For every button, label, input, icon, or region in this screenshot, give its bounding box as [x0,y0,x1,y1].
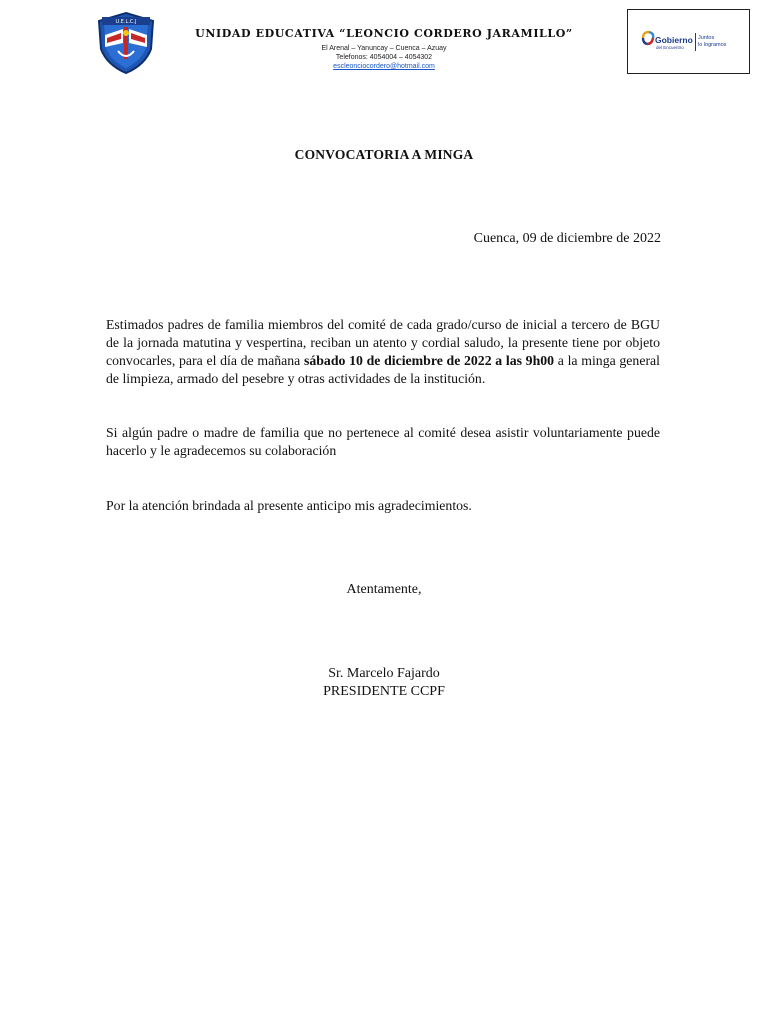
school-address: El Arenal – Yanuncay – Cuenca – Azuay [321,45,447,52]
paragraph-thanks: Por la atención brindada al presente anticipo mis agradecimientos. [106,498,472,513]
closing-salutation: Atentamente, [346,582,422,597]
gov-slogan-line1: Juntos [698,35,715,41]
school-email-link[interactable]: escleonciocordero@hotmail.com [333,63,435,70]
signer-title: PRESIDENTE CCPF [323,684,445,699]
school-crest-icon [93,11,159,75]
paragraph-invitation-text: Estimados padres de familia miembros del comité de cada grado/curso de inicial a tercero de BGU de la jornada matutina y vespertina, reciban un atento y cordial saludo, la presente tiene por objeto convocarles, para el día de mañana [106,317,660,368]
event-datetime: sábado 10 de diciembre de 2022 a las 9h00 [303,353,555,368]
school-name: UNIDAD EDUCATIVA “LEONCIO CORDERO JARAMILLO” [195,27,573,40]
svg-text:U.E.L.C.J: U.E.L.C.J [115,19,137,25]
gov-logo-slogan [698,35,726,49]
school-phones: Telefonos: 4054004 – 4054302 [335,54,433,61]
paragraph-invitation [106,316,660,388]
document-title: CONVOCATORIA A MINGA [294,147,474,162]
paragraph-volunteers: Si algún padre o madre de familia que no pertenece al comité desea asistir voluntariamente puede hacerlo y le agradecemos su colaboración [106,425,660,458]
government-logo [627,9,750,74]
letterhead [190,27,578,70]
signer-name: Sr. Marcelo Fajardo [328,666,440,681]
gov-logo-divider [695,33,696,51]
government-flower-icon [641,30,655,46]
gov-logo-word: Gobierno [655,35,693,45]
paragraph-invitation-text-end: a la minga general de limpieza, armado del pesebre y otras actividades de la institución. [106,353,661,386]
gov-logo-sub: del Encuentro [656,45,684,50]
document-date: Cuenca, 09 de diciembre de 2022 [473,231,661,246]
gov-slogan-line2: lo logramos [698,42,727,48]
